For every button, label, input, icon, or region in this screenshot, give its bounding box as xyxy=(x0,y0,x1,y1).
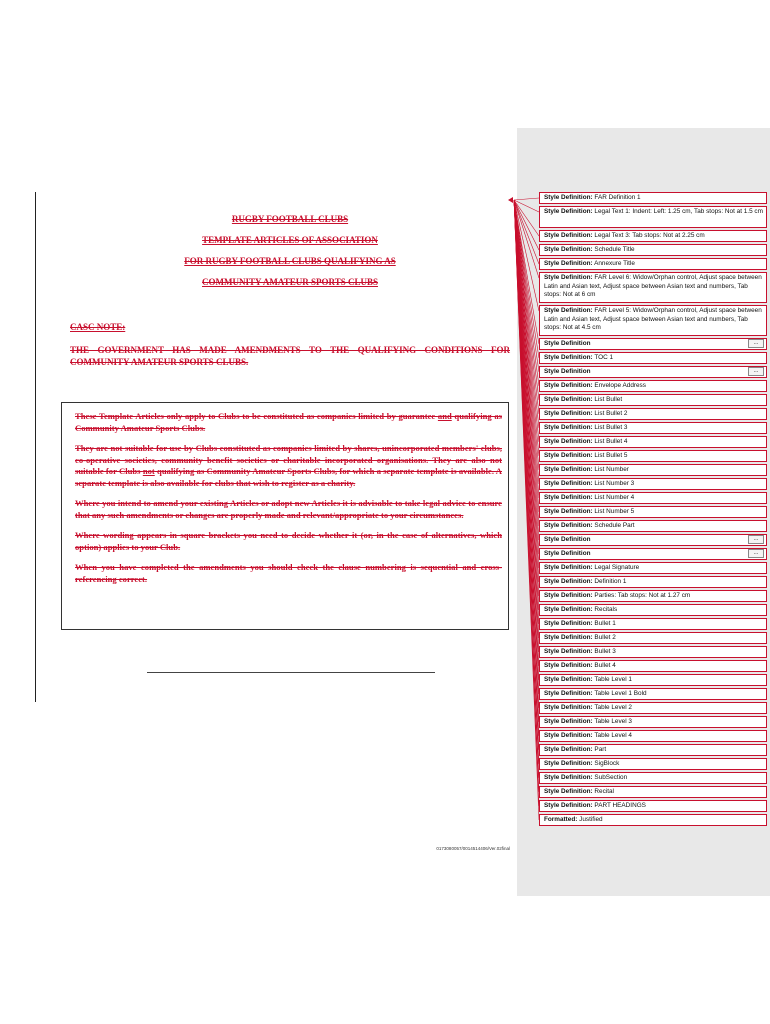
comment-balloon[interactable] xyxy=(539,520,767,532)
comment-balloon[interactable] xyxy=(539,800,767,812)
comment-label: Style Definition: xyxy=(544,704,593,711)
comment-text: Legal Text 1: Indent: Left: 1.25 cm, Tab stops: Not at 1.5 cm xyxy=(592,208,763,215)
comment-balloon[interactable] xyxy=(539,492,767,504)
comment-label: Style Definition: xyxy=(544,592,593,599)
comment-balloon[interactable] xyxy=(539,744,767,756)
comment-text: Table Level 3 xyxy=(592,718,632,725)
box-p2-text-c: qualifying as Community Amateur Sports Clubs, for which a separate template is available. A separate template is also available for clubs that wish to register as a charity. xyxy=(75,466,502,488)
comment-text: Recital xyxy=(592,788,614,795)
comment-balloon[interactable] xyxy=(539,352,767,364)
change-bar xyxy=(35,192,36,702)
comment-balloon[interactable] xyxy=(539,618,767,630)
comment-balloon[interactable] xyxy=(539,534,767,546)
comment-balloon[interactable] xyxy=(539,786,767,798)
comment-text: Legal Text 3: Tab stops: Not at 2.25 cm xyxy=(592,232,705,239)
comment-text: List Bullet 4 xyxy=(592,438,628,445)
comment-balloon[interactable] xyxy=(539,688,767,700)
document-reference: 0173080057/0014514406/Ver.02final xyxy=(436,846,510,851)
comment-text: List Number 5 xyxy=(592,508,635,515)
horizontal-rule xyxy=(147,672,435,673)
comment-text: List Bullet 5 xyxy=(592,452,628,459)
comment-label: Formatted: xyxy=(544,816,578,823)
comment-text: FAR Level 6: Widow/Orphan control, Adjust space between Latin and Asian text, Adjust space between Asian text and numbers, Tab stops: Not at 6 cm xyxy=(544,274,762,299)
comment-label: Style Definition: xyxy=(544,396,593,403)
comment-text: Schedule Part xyxy=(592,522,635,529)
comment-label: Style Definition: xyxy=(544,564,593,571)
comment-text: SubSection xyxy=(592,774,628,781)
comment-balloon[interactable] xyxy=(539,772,767,784)
comment-text: List Number 4 xyxy=(592,494,635,501)
comment-label: Style Definition: xyxy=(544,452,593,459)
comment-text: Table Level 4 xyxy=(592,732,632,739)
government-note[interactable]: THE GOVERNMENT HAS MADE AMENDMENTS TO THE QUALIFYING CONDITIONS FOR COMMUNITY AMATEUR SPORTS CLUBS. xyxy=(70,345,510,367)
comment-label: Style Definition: xyxy=(544,232,593,239)
comment-label: Style Definition: xyxy=(544,760,593,767)
comment-balloon[interactable] xyxy=(539,244,767,256)
comment-text: Parties: Tab stops: Not at 1.27 cm xyxy=(592,592,691,599)
comment-balloon[interactable] xyxy=(539,394,767,406)
comment-balloon[interactable] xyxy=(539,674,767,686)
comment-label: Style Definition: xyxy=(544,606,593,613)
comment-balloon[interactable] xyxy=(539,436,767,448)
casc-note-label[interactable]: CASC NOTE: xyxy=(70,322,126,332)
comment-balloon[interactable] xyxy=(539,478,767,490)
comment-balloon[interactable] xyxy=(539,422,767,434)
comment-label: Style Definition: xyxy=(544,578,593,585)
comment-label: Style Definition: xyxy=(544,382,593,389)
comment-label: Style Definition: xyxy=(544,732,593,739)
box-paragraph-4[interactable]: Where wording appears in square brackets you need to decide whether it (or, in the case of alternatives, which option) applies to your Club. xyxy=(75,530,502,552)
comment-text: Table Level 1 xyxy=(592,676,632,683)
comment-label: Style Definition: xyxy=(544,718,593,725)
expand-comment-button[interactable]: ... xyxy=(748,535,764,544)
comment-balloon[interactable] xyxy=(539,305,767,336)
comment-label: Style Definition: xyxy=(544,194,593,201)
comment-text: Annexure Title xyxy=(592,260,635,267)
comment-text: Bullet 4 xyxy=(592,662,616,669)
comment-text: Table Level 1 Bold xyxy=(592,690,647,697)
box-p1-emphasis: and xyxy=(437,411,452,421)
comment-label: Style Definition xyxy=(544,536,591,543)
comment-label: Style Definition: xyxy=(544,307,593,314)
comment-balloon[interactable] xyxy=(539,506,767,518)
comment-text: List Bullet 2 xyxy=(592,410,628,417)
comment-label: Style Definition: xyxy=(544,260,593,267)
comment-label: Style Definition: xyxy=(544,208,593,215)
comment-text: Table Level 2 xyxy=(592,704,632,711)
comment-label: Style Definition: xyxy=(544,676,593,683)
comment-label: Style Definition: xyxy=(544,494,593,501)
heading-title[interactable]: RUGBY FOOTBALL CLUBS xyxy=(231,214,349,224)
comment-label: Style Definition: xyxy=(544,662,593,669)
comment-text: SigBlock xyxy=(592,760,620,767)
comment-label: Style Definition: xyxy=(544,802,593,809)
comment-balloon[interactable] xyxy=(539,758,767,770)
comment-label: Style Definition: xyxy=(544,774,593,781)
comment-balloon[interactable] xyxy=(539,660,767,672)
comment-text: FAR Definition 1 xyxy=(592,194,641,201)
comment-balloon[interactable] xyxy=(539,230,767,242)
comment-balloon[interactable] xyxy=(539,206,767,228)
comment-text: Envelope Address xyxy=(592,382,646,389)
box-p2-emphasis: not xyxy=(142,466,155,476)
comment-balloon[interactable] xyxy=(539,338,767,350)
comment-text: Bullet 3 xyxy=(592,648,616,655)
comment-balloon[interactable] xyxy=(539,548,767,560)
comment-balloon[interactable] xyxy=(539,272,767,303)
comment-balloon[interactable] xyxy=(539,576,767,588)
comment-text: PART HEADINGS xyxy=(592,802,646,809)
comment-label: Style Definition: xyxy=(544,690,593,697)
box-paragraph-1[interactable] xyxy=(75,411,502,434)
comment-balloon[interactable] xyxy=(539,702,767,714)
comment-label: Style Definition: xyxy=(544,508,593,515)
comment-balloon[interactable] xyxy=(539,380,767,392)
comment-label: Style Definition: xyxy=(544,634,593,641)
comment-balloon[interactable] xyxy=(539,408,767,420)
heading-subtitle[interactable]: TEMPLATE ARTICLES OF ASSOCIATION xyxy=(202,235,378,245)
box-p1-text-a: These Template Articles only apply to Clubs to be constituted as companies limited by guarantee xyxy=(75,411,438,421)
comment-balloon[interactable] xyxy=(539,632,767,644)
comment-text: List Number xyxy=(592,466,629,473)
comment-text: Bullet 1 xyxy=(592,620,616,627)
comment-text: Legal Signature xyxy=(592,564,640,571)
heading-line-3[interactable]: FOR RUGBY FOOTBALL CLUBS QUALIFYING AS xyxy=(184,256,396,266)
comment-label: Style Definition: xyxy=(544,354,593,361)
comment-text: Recitals xyxy=(592,606,618,613)
comment-label: Style Definition xyxy=(544,368,591,375)
comment-label: Style Definition xyxy=(544,340,591,347)
comment-label: Style Definition: xyxy=(544,424,593,431)
comment-label: Style Definition: xyxy=(544,522,593,529)
comment-label: Style Definition: xyxy=(544,788,593,795)
comment-label: Style Definition: xyxy=(544,480,593,487)
expand-comment-button[interactable]: ... xyxy=(748,339,764,348)
comment-text: List Bullet 3 xyxy=(592,424,628,431)
box-paragraph-3[interactable]: Where you intend to amend your existing Articles or adopt new Articles it is advisable to take legal advice to ensure that any such amendments or changes are properly made and relevant/appropriate to your circumstances. xyxy=(75,498,502,520)
comment-balloon[interactable] xyxy=(539,814,767,826)
comment-text: FAR Level 5: Widow/Orphan control, Adjust space between Latin and Asian text, Adjust space between Asian text and numbers, Tab stops: Not at 4.5 cm xyxy=(544,307,762,332)
guidance-note-box xyxy=(61,402,509,630)
box-p1-text-c: qualifying as Community Amateur Sports Clubs. xyxy=(75,411,502,433)
comment-balloon[interactable] xyxy=(539,450,767,462)
comment-label: Style Definition: xyxy=(544,410,593,417)
comment-label: Style Definition: xyxy=(544,746,593,753)
comment-balloon[interactable] xyxy=(539,730,767,742)
comment-text: List Number 3 xyxy=(592,480,635,487)
comment-text: Justified xyxy=(577,816,603,823)
comment-label: Style Definition xyxy=(544,550,591,557)
comment-text: Definition 1 xyxy=(592,578,627,585)
comment-balloon[interactable] xyxy=(539,366,767,378)
heading-line-4[interactable]: COMMUNITY AMATEUR SPORTS CLUBS xyxy=(202,277,378,287)
comment-label: Style Definition: xyxy=(544,274,593,281)
comment-balloon[interactable] xyxy=(539,646,767,658)
comment-balloon[interactable] xyxy=(539,716,767,728)
box-paragraph-2[interactable] xyxy=(75,443,502,489)
comment-text: Schedule Title xyxy=(592,246,635,253)
comment-text: List Bullet xyxy=(592,396,623,403)
comment-balloon[interactable] xyxy=(539,590,767,602)
comment-balloon[interactable] xyxy=(539,562,767,574)
comment-anchor-icon xyxy=(508,197,513,203)
comment-label: Style Definition: xyxy=(544,438,593,445)
comment-balloon[interactable] xyxy=(539,604,767,616)
expand-comment-button[interactable]: ... xyxy=(748,367,764,376)
comment-label: Style Definition: xyxy=(544,466,593,473)
comment-text: TOC 1 xyxy=(592,354,614,361)
comment-label: Style Definition: xyxy=(544,648,593,655)
box-paragraph-5[interactable]: When you have completed the amendments you should check the clause numbering is sequential and cross-referencing correct. xyxy=(75,562,502,584)
expand-comment-button[interactable]: ... xyxy=(748,549,764,558)
box-p2-text-a: They are not suitable for use by Clubs constituted as companies limited by shares, unincorporated members' clubs, co-operative societies, community benefit societies or charitable incorporated organisations. They are also not suitable for Clubs xyxy=(75,443,502,476)
comment-balloon[interactable] xyxy=(539,464,767,476)
comment-text: Part xyxy=(592,746,607,753)
comment-label: Style Definition: xyxy=(544,246,593,253)
comment-balloon[interactable] xyxy=(539,192,767,204)
comment-text: Bullet 2 xyxy=(592,634,616,641)
comment-label: Style Definition: xyxy=(544,620,593,627)
comment-balloon[interactable] xyxy=(539,258,767,270)
